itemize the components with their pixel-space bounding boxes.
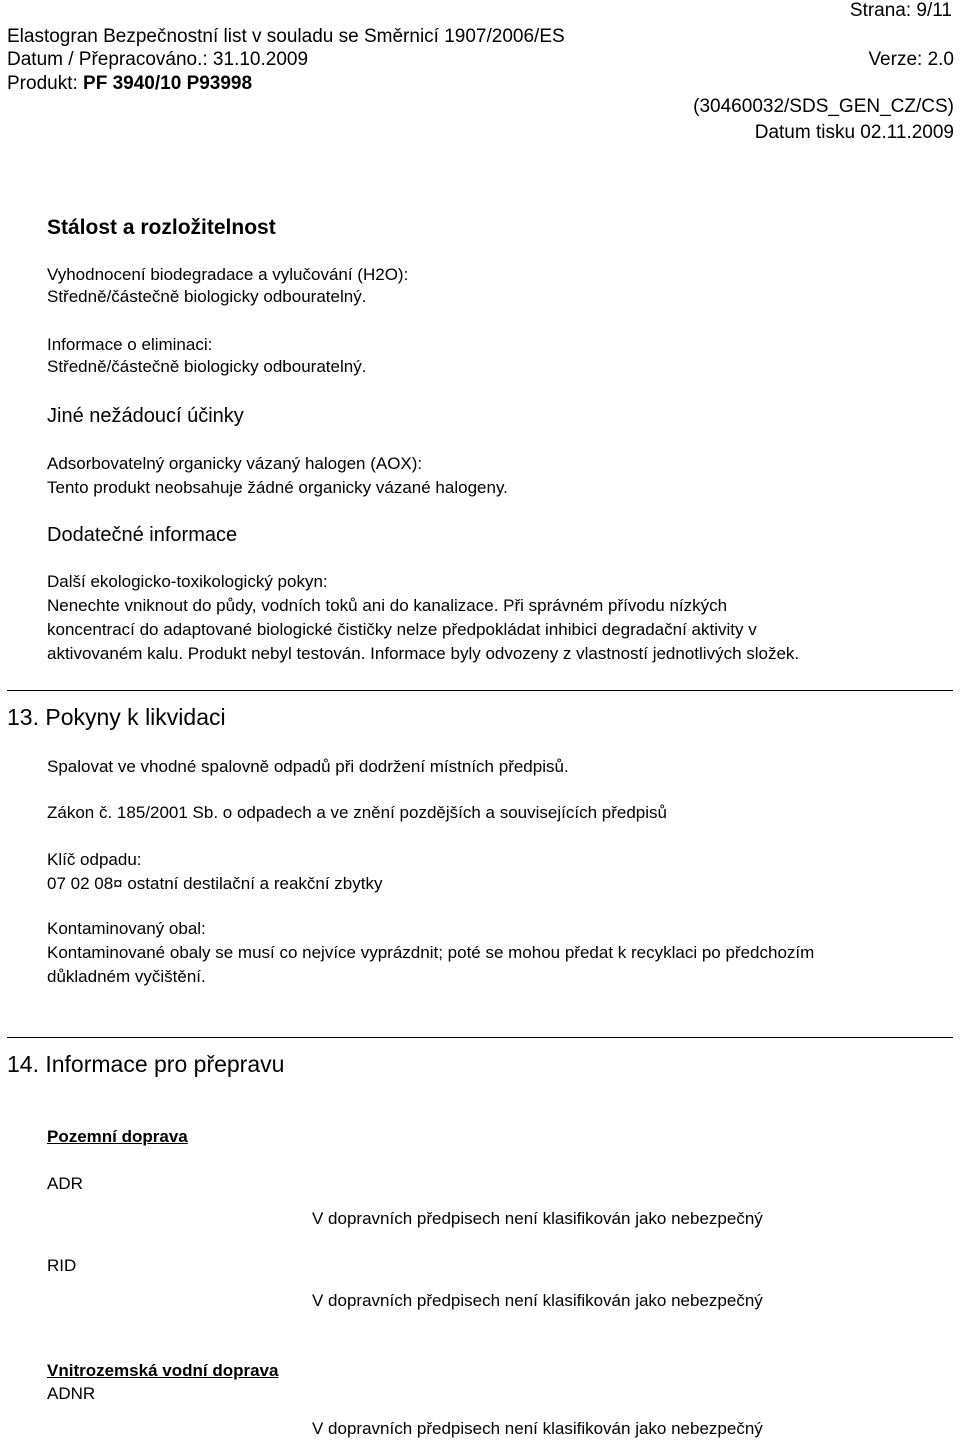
eco-tox-line-1: Nenechte vniknout do půdy, vodních toků ani do kanalizace. Při správném přívodu nízkých [47,596,728,615]
document-code: (30460032/SDS_GEN_CZ/CS) [693,96,954,117]
product-line [7,74,252,93]
section-divider [7,1037,953,1038]
document-title: Elastogran Bezpečnostní list v souladu se Směrnicí 1907/2006/ES [7,26,565,47]
adnr-classification: V dopravních předpisech není klasifikován jako nebezpečný [312,1419,763,1438]
disposal-instruction: Spalovat ve vhodné spalovně odpadů při dodržení místních předpisů. [47,757,569,776]
packaging-line-1: Kontaminované obaly se musí co nejvíce vyprázdnit; poté se mohou předat k recyklaci po předchozím [47,943,815,962]
biodegradation-value: Středně/částečně biologicky odbouratelný. [47,287,367,306]
eco-tox-line-2: koncentrací do adaptované biologické čističky nelze předpokládat inhibici degradační aktivity v [47,620,757,639]
revision-date: Datum / Přepracováno.: 31.10.2009 [7,49,309,70]
waste-law: Zákon č. 185/2001 Sb. o odpadech a ve znění pozdějších a souvisejících předpisů [47,803,667,822]
print-date: Datum tisku 02.11.2009 [754,122,954,143]
rid-label: RID [47,1256,77,1275]
additional-info-heading: Dodatečné informace [47,524,238,546]
other-effects-heading: Jiné nežádoucí účinky [47,405,244,427]
inland-waterway-heading: Vnitrozemská vodní doprava [47,1361,279,1380]
stability-heading: Stálost a rozložitelnost [47,216,276,239]
elimination-value: Středně/částečně biologicky odbouratelný. [47,357,367,376]
adr-classification: V dopravních předpisech není klasifikován jako nebezpečný [312,1209,763,1228]
land-transport-heading: Pozemní doprava [47,1127,188,1146]
waste-key-label: Klíč odpadu: [47,850,142,869]
aox-label: Adsorbovatelný organicky vázaný halogen (AOX): [47,454,423,473]
page-number: Strana: 9/11 [849,0,952,21]
packaging-label: Kontaminovaný obal: [47,919,206,938]
version: Verze: 2.0 [868,49,954,70]
product-label: Produkt: [7,73,84,94]
elimination-label: Informace o eliminaci: [47,335,213,354]
eco-tox-line-3: aktivovaném kalu. Produkt nebyl testován. Informace byly odvozeny z vlastností jednotlivých složek. [47,644,800,663]
packaging-line-2: důkladném vyčištění. [47,967,206,986]
adnr-label: ADNR [47,1384,96,1403]
aox-value: Tento produkt neobsahuje žádné organicky vázané halogeny. [47,478,508,497]
eco-tox-label: Další ekologicko-toxikologický pokyn: [47,572,328,591]
adr-label: ADR [47,1174,83,1193]
product-name: PF 3940/10 P93998 [83,73,253,94]
waste-key-value: 07 02 08¤ ostatní destilační a reakční zbytky [47,874,383,893]
section-13-heading: 13. Pokyny k likvidaci [7,704,226,730]
biodegradation-label: Vyhodnocení biodegradace a vylučování (H2O): [47,265,409,284]
section-14-heading: 14. Informace pro přepravu [7,1051,285,1077]
section-divider [7,690,953,691]
rid-classification: V dopravních předpisech není klasifikován jako nebezpečný [312,1291,763,1310]
